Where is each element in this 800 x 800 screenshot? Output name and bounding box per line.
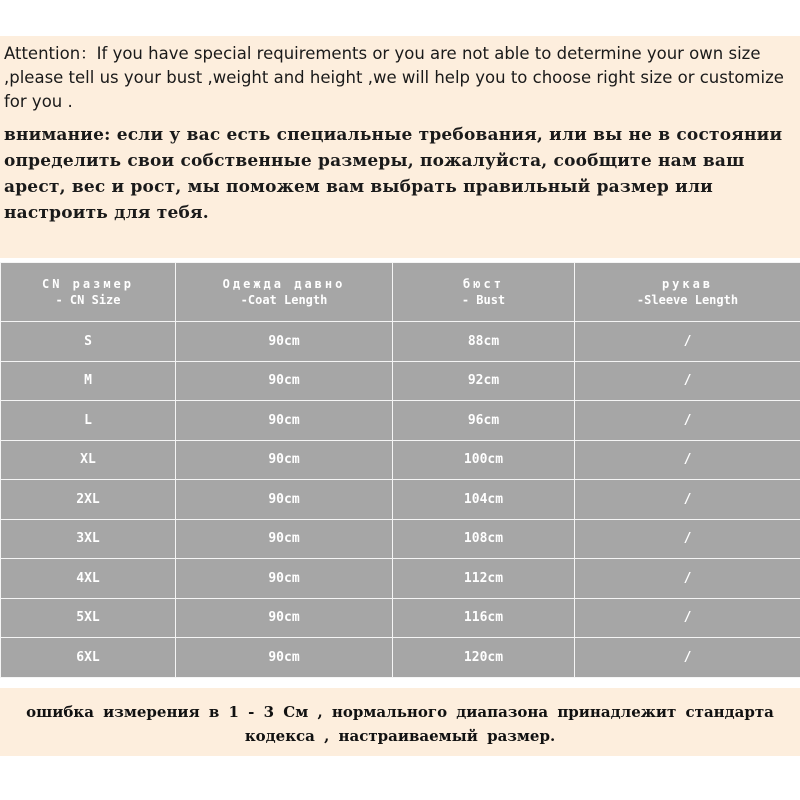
table-row bbox=[1, 519, 800, 559]
cell-bust: 116cm bbox=[393, 598, 575, 638]
cell-sleeve-length: / bbox=[575, 598, 800, 638]
cell-size: 3XL bbox=[1, 519, 176, 559]
table-row bbox=[1, 440, 800, 480]
cell-sleeve-length: / bbox=[575, 638, 800, 678]
cell-bust: 100cm bbox=[393, 440, 575, 480]
cell-size: XL bbox=[1, 440, 176, 480]
cell-sleeve-length: / bbox=[575, 559, 800, 599]
cell-size: 4XL bbox=[1, 559, 176, 599]
cell-bust: 92cm bbox=[393, 361, 575, 401]
table-row bbox=[1, 638, 800, 678]
cell-sleeve-length: / bbox=[575, 401, 800, 441]
cell-bust: 108cm bbox=[393, 519, 575, 559]
cell-size: 2XL bbox=[1, 480, 176, 520]
cell-bust: 112cm bbox=[393, 559, 575, 599]
header-sleeve-length: рукав -Sleeve Length bbox=[575, 263, 800, 322]
cell-bust: 120cm bbox=[393, 638, 575, 678]
cell-coat-length: 90cm bbox=[176, 401, 393, 441]
cell-coat-length: 90cm bbox=[176, 440, 393, 480]
cell-sleeve-length: / bbox=[575, 361, 800, 401]
table-row bbox=[1, 322, 800, 362]
cell-coat-length: 90cm bbox=[176, 480, 393, 520]
size-table bbox=[0, 262, 800, 678]
cell-sleeve-length: / bbox=[575, 480, 800, 520]
header-coat-length: Одежда давно -Coat Length bbox=[176, 263, 393, 322]
notice-english: Attention：If you have special requirements or you are not able to determine your own size ,please tell us your bust ,weight and height ,we will help you to choose right size or customize for you . bbox=[4, 44, 784, 111]
header-bust: бюст - Bust bbox=[393, 263, 575, 322]
cell-bust: 96cm bbox=[393, 401, 575, 441]
cell-sleeve-length: / bbox=[575, 440, 800, 480]
cell-sleeve-length: / bbox=[575, 519, 800, 559]
cell-size: 6XL bbox=[1, 638, 176, 678]
header-cn-size: CN размер - CN Size bbox=[1, 263, 176, 322]
cell-size: L bbox=[1, 401, 176, 441]
cell-sleeve-length: / bbox=[575, 322, 800, 362]
cell-coat-length: 90cm bbox=[176, 361, 393, 401]
cell-coat-length: 90cm bbox=[176, 559, 393, 599]
cell-coat-length: 90cm bbox=[176, 322, 393, 362]
notice-russian: внимание: если у вас есть специальные требования, или вы не в состоянии определить свои собственные размеры, пожалуйста, сообщите нам ваш арест, вес и рост, мы поможем вам выбрать правильный размер или настроить для тебя. bbox=[4, 125, 783, 223]
table-row bbox=[1, 401, 800, 441]
cell-size: M bbox=[1, 361, 176, 401]
table-header-row bbox=[1, 263, 800, 322]
cell-coat-length: 90cm bbox=[176, 638, 393, 678]
footer-note: ошибка измерения в 1 - 3 См , нормального диапазона принадлежит стандарта кодекса , настраиваемый размер. bbox=[26, 703, 774, 745]
cell-coat-length: 90cm bbox=[176, 519, 393, 559]
cell-bust: 88cm bbox=[393, 322, 575, 362]
cell-size: S bbox=[1, 322, 176, 362]
table-row bbox=[1, 361, 800, 401]
cell-size: 5XL bbox=[1, 598, 176, 638]
table-row bbox=[1, 480, 800, 520]
cell-coat-length: 90cm bbox=[176, 598, 393, 638]
cell-bust: 104cm bbox=[393, 480, 575, 520]
table-row bbox=[1, 598, 800, 638]
table-row bbox=[1, 559, 800, 599]
